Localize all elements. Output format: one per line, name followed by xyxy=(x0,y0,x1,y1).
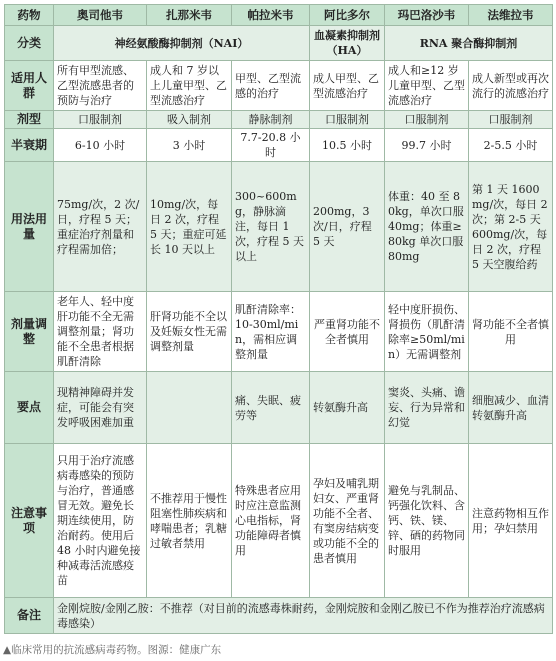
table-cell: 75mg/次，2 次/日，疗程 5 天；重症治疗剂量和疗程需加倍； xyxy=(54,162,147,292)
table-cell: 200mg，3 次/日，疗程 5 天 xyxy=(310,162,385,292)
row-label: 注意事项 xyxy=(5,444,54,598)
table-cell: 肌酐清除率：10-30ml/min，需相应调整剂量 xyxy=(232,292,310,372)
table-cell: 成人新型或再次流行的流感治疗 xyxy=(469,61,553,111)
table-cell: 10.5 小时 xyxy=(310,129,385,162)
table-row xyxy=(5,162,553,292)
table-cell: 口服制剂 xyxy=(54,111,147,129)
table-cell: 不推荐用于慢性阻塞性肺疾病和哮喘患者；乳糖过敏者禁用 xyxy=(147,444,232,598)
table-cell: 成人和≥12 岁儿童甲型、乙型流感治疗 xyxy=(385,61,469,111)
category-row xyxy=(5,26,553,61)
table-cell: 99.7 小时 xyxy=(385,129,469,162)
table-cell: 2-5.5 小时 xyxy=(469,129,553,162)
header-row xyxy=(5,5,553,26)
table-cell: 现精神障碍并发症，可能会有突发呼吸困难加重 xyxy=(54,372,147,444)
table-cell: 成人甲型、乙型流感治疗 xyxy=(310,61,385,111)
table-cell: 严重肾功能不全者慎用 xyxy=(310,292,385,372)
category-ha: 血凝素抑制剂（HA） xyxy=(310,26,385,61)
table-cell: 只用于治疗流感病毒感染的预防与治疗，普通感冒无效。避免长期连续使用，防治耐药。使用后 48 小时内避免接种减毒活流感疫苗 xyxy=(54,444,147,598)
table-row xyxy=(5,129,553,162)
image-caption: ▲临床常用的抗流感病毒药物。图源：健康广东 xyxy=(3,644,222,656)
table-cell: 3 小时 xyxy=(147,129,232,162)
header-cell: 帕拉米韦 xyxy=(232,5,310,26)
table-row xyxy=(5,61,553,111)
row-label: 剂型 xyxy=(5,111,54,129)
row-label: 剂量调整 xyxy=(5,292,54,372)
row-label: 备注 xyxy=(5,598,54,634)
table-cell: 6-10 小时 xyxy=(54,129,147,162)
table-cell: 所有甲型流感、乙型流感患者的预防与治疗 xyxy=(54,61,147,111)
table-cell: 口服制剂 xyxy=(469,111,553,129)
table-row xyxy=(5,372,553,444)
table-cell: 转氨酶升高 xyxy=(310,372,385,444)
header-cell: 药物 xyxy=(5,5,54,26)
drug-table xyxy=(4,4,553,634)
table-cell: 吸入制剂 xyxy=(147,111,232,129)
category-rna: RNA 聚合酶抑制剂 xyxy=(385,26,553,61)
table-cell: 静脉制剂 xyxy=(232,111,310,129)
table-cell: 避免与乳制品、钙强化饮料、含钙、铁、镁、锌、硒的药物同时服用 xyxy=(385,444,469,598)
notes-text: 金刚烷胺/金刚乙胺：不推荐（对目前的流感毒株耐药，金刚烷胺和金刚乙胺已不作为推荐治疗流感病毒感染） xyxy=(54,598,553,634)
header-cell: 奥司他韦 xyxy=(54,5,147,26)
table-cell: 窦炎、头痛、谵妄、行为异常和幻觉 xyxy=(385,372,469,444)
header-cell: 阿比多尔 xyxy=(310,5,385,26)
table-row xyxy=(5,444,553,598)
row-label: 要点 xyxy=(5,372,54,444)
table-cell: 甲型、乙型流感的治疗 xyxy=(232,61,310,111)
table-cell: 肾功能不全者慎用 xyxy=(469,292,553,372)
row-label: 分类 xyxy=(5,26,54,61)
table-cell xyxy=(147,372,232,444)
table-cell: 轻中度肝损伤、肾损伤（肌酐清除率≥50ml/min）无需调整剂 xyxy=(385,292,469,372)
table-cell: 口服制剂 xyxy=(385,111,469,129)
table-cell: 注意药物相互作用；孕妇禁用 xyxy=(469,444,553,598)
header-cell: 法维拉韦 xyxy=(469,5,553,26)
table-cell: 口服制剂 xyxy=(310,111,385,129)
table-cell: 10mg/次，每日 2 次，疗程 5 天；重症可延长 10 天以上 xyxy=(147,162,232,292)
table-cell: 孕妇及哺乳期妇女、严重肾功能不全者、有窦房结病变或功能不全的患者慎用 xyxy=(310,444,385,598)
table-cell: 体重：40 至 80kg，单次口服 40mg；体重≥80kg 单次口服 80mg xyxy=(385,162,469,292)
table-cell: 第 1 天 1600mg/次，每日 2 次；第 2-5 天 600mg/次，每日 2 次，疗程 5 天空腹给药 xyxy=(469,162,553,292)
table-row xyxy=(5,292,553,372)
table-cell: 7.7-20.8 小时 xyxy=(232,129,310,162)
row-label: 适用人群 xyxy=(5,61,54,111)
table-cell: 成人和 7 岁以上儿童甲型、乙型流感治疗 xyxy=(147,61,232,111)
table-cell: 肝肾功能不全以及妊娠女性无需调整剂量 xyxy=(147,292,232,372)
table-cell: 痛、失眠、疲劳等 xyxy=(232,372,310,444)
header-cell: 玛巴洛沙韦 xyxy=(385,5,469,26)
header-cell: 扎那米韦 xyxy=(147,5,232,26)
table-row xyxy=(5,111,553,129)
table-cell: 老年人、轻中度肝功能不全无需调整剂量；肾功能不全患者根据肌酐清除 xyxy=(54,292,147,372)
table-cell: 细胞减少、血清转氨酶升高 xyxy=(469,372,553,444)
row-label: 半衰期 xyxy=(5,129,54,162)
notes-row xyxy=(5,598,553,634)
table-cell: 特殊患者应用时应注意监测心电指标，肾功能障碍者慎用 xyxy=(232,444,310,598)
table-cell: 300~600mg，静脉滴注，每日 1 次，疗程 5 天以上 xyxy=(232,162,310,292)
category-nai: 神经氨酸酶抑制剂（NAI） xyxy=(54,26,310,61)
row-label: 用法用量 xyxy=(5,162,54,292)
